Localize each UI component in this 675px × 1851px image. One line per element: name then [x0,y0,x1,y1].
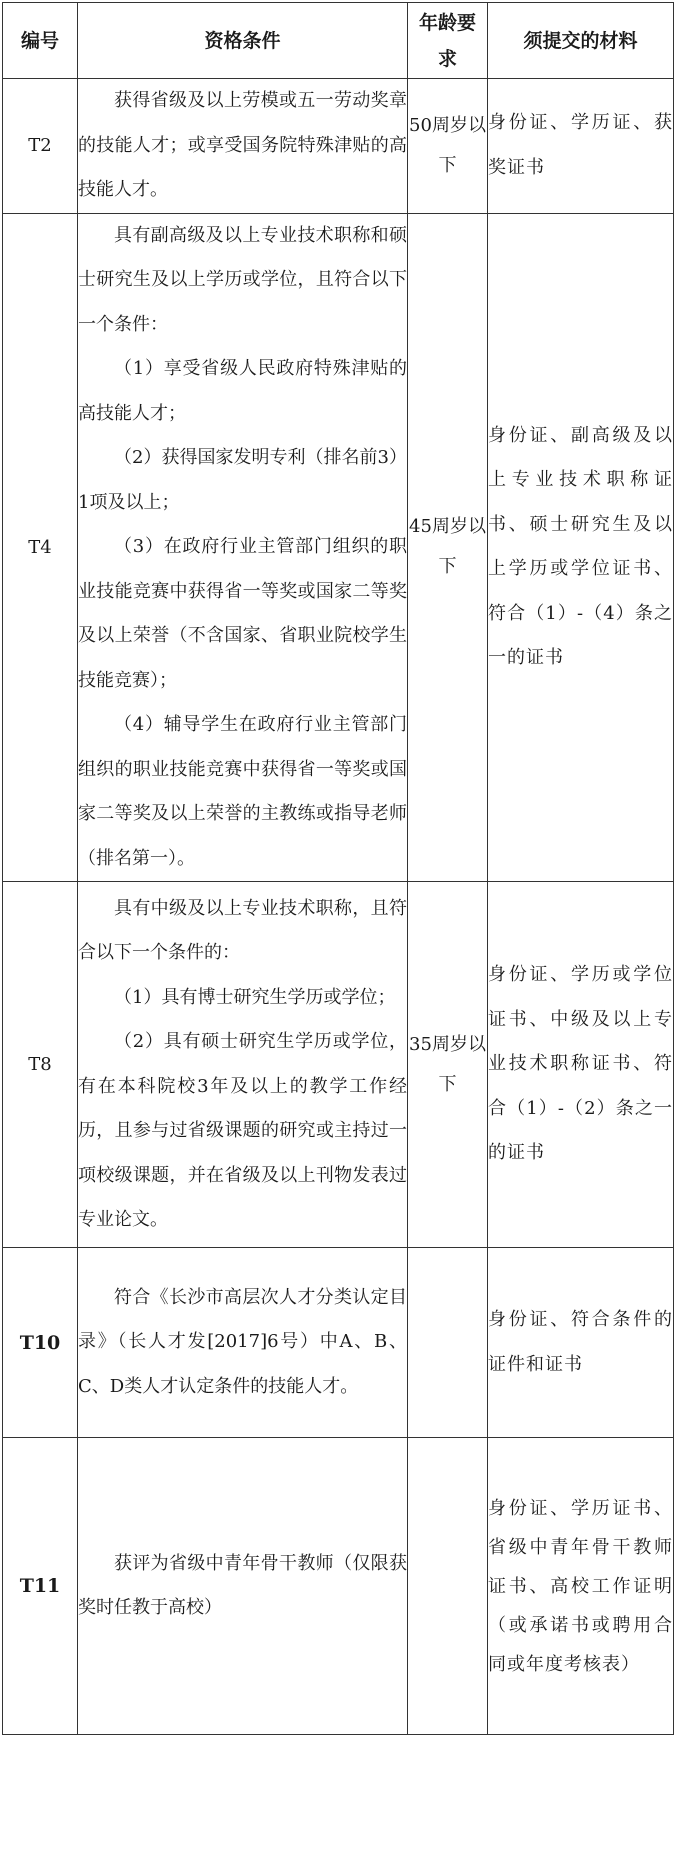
table-row-t2 [3,79,674,214]
materials-text: 身份证、学历或学位证书、中级及以上专业技术职称证书、符合（1）-（2）条之一的证书 [488,964,673,1164]
condition-text: 获评为省级中青年骨干教师（仅限获奖时任教于高校） [78,1552,407,1618]
header-condition: 资格条件 [78,3,408,79]
row-materials [488,79,674,214]
header-materials: 须提交的材料 [488,3,674,79]
condition-text: 获得省级及以上劳模或五一劳动奖章的技能人才；或享受国务院特殊津贴的高技能人才。 [78,90,407,200]
condition-item: （2）具有硕士研究生学历或学位，有在本科院校3年及以上的教学工作经历，且参与过省级课题的研究或主持过一项校级课题，并在省级及以上刊物发表过专业论文。 [78,1031,407,1230]
row-materials [488,213,674,882]
row-materials [488,1248,674,1438]
header-code: 编号 [3,3,78,79]
materials-text: 身份证、副高级及以上专业技术职称证书、硕士研究生及以上学历或学位证书、符合（1）-（4）条之一的证书 [488,424,673,669]
row-code: T2 [3,79,78,214]
row-code: T11 [3,1438,78,1735]
row-code: T10 [3,1248,78,1438]
materials-text: 身份证、符合条件的证件和证书 [488,1309,673,1375]
qualification-table [2,2,674,1735]
table-row-t11 [3,1438,674,1735]
row-code: T8 [3,882,78,1248]
condition-item: （2）获得国家发明专利（排名前3）1项及以上； [78,447,407,513]
condition-text: 符合《长沙市高层次人才分类认定目录》（长人才发[2017]6号）中A、B、C、D类人才认定条件的技能人才。 [78,1286,407,1397]
condition-intro: 具有副高级及以上专业技术职称和硕士研究生及以上学历或学位，且符合以下一个条件： [78,224,407,335]
condition-intro: 具有中级及以上专业技术职称，且符合以下一个条件的： [78,897,407,963]
table-row-t10 [3,1248,674,1438]
row-condition [78,79,408,214]
row-age [408,1248,488,1438]
materials-text: 身份证、学历证书、省级中青年骨干教师证书、高校工作证明（或承诺书或聘用合同或年度考核表） [488,1497,673,1675]
condition-item: （1）具有博士研究生学历或学位； [114,986,396,1008]
condition-item: （4）辅导学生在政府行业主管部门组织的职业技能竞赛中获得省一等奖或国家二等奖及以上荣誉的主教练或指导老师（排名第一）。 [78,714,407,869]
row-age [408,1438,488,1735]
row-condition [78,1438,408,1735]
table-row-t8 [3,882,674,1248]
condition-item: （3）在政府行业主管部门组织的职业技能竞赛中获得省一等奖或国家二等奖及以上荣誉（不含国家、省职业院校学生技能竞赛）； [78,536,407,691]
row-age: 50周岁以下 [408,79,488,214]
row-condition [78,1248,408,1438]
materials-text: 身份证、学历证、获奖证书 [488,112,673,178]
row-age: 45周岁以下 [408,213,488,882]
table-header-row [3,3,674,79]
row-code: T4 [3,213,78,882]
table-row-t4 [3,213,674,882]
condition-item: （1）享受省级人民政府特殊津贴的高技能人才； [78,358,407,424]
row-materials [488,882,674,1248]
row-condition [78,882,408,1248]
row-materials [488,1438,674,1735]
row-condition [78,213,408,882]
header-age: 年龄要求 [408,3,488,79]
row-age: 35周岁以下 [408,882,488,1248]
qualification-table-container [2,2,674,1735]
